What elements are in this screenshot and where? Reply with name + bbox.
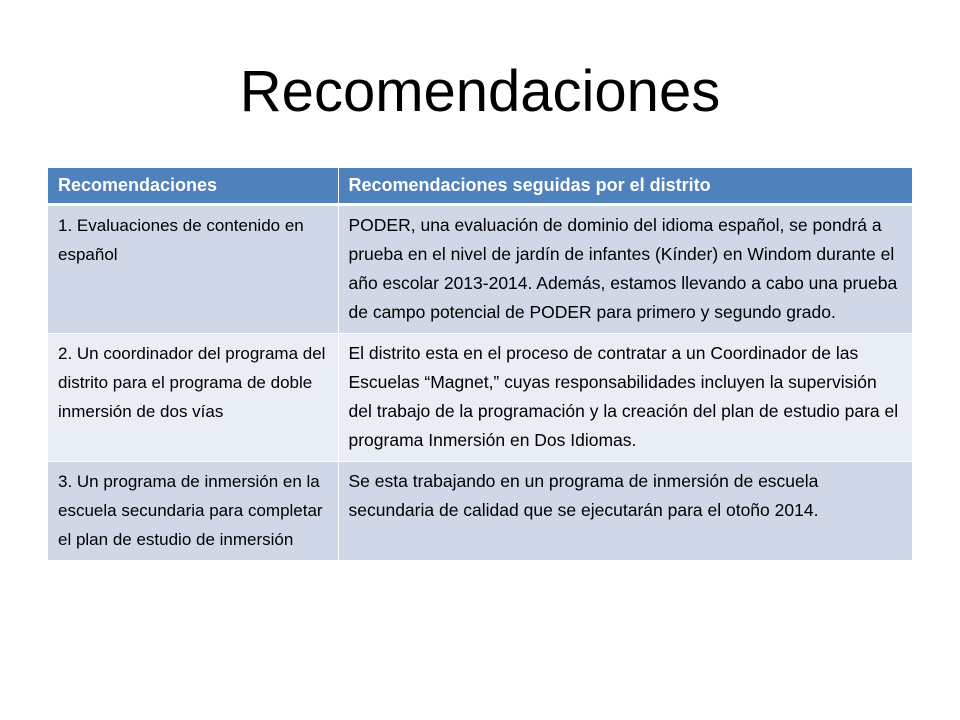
- header-followed-by-district: Recomendaciones seguidas por el distrito: [338, 168, 912, 204]
- table-row: [48, 333, 912, 461]
- recommendation-cell: 1. Evaluaciones de contenido en español: [48, 204, 338, 333]
- followed-cell: El distrito esta en el proceso de contratar a un Coordinador de las Escuelas “Magnet,” cuyas responsabilidades incluyen la supervisión del trabajo de la programación y la creación del plan de estudio para el programa Inmersión en Dos Idiomas.: [338, 333, 912, 461]
- followed-cell: Se esta trabajando en un programa de inmersión de escuela secundaria de calidad que se ejecutarán para el otoño 2014.: [338, 461, 912, 560]
- recommendations-table: [48, 168, 913, 561]
- followed-cell: PODER, una evaluación de dominio del idioma español, se pondrá a prueba en el nivel de jardín de infantes (Kínder) en Windom durante el año escolar 2013-2014. Además, estamos llevando a cabo una prueba de campo potencial de PODER para primero y segundo grado.: [338, 204, 912, 333]
- slide-title: Recomendaciones: [239, 59, 721, 124]
- table-header-row: [48, 168, 912, 204]
- table-row: [48, 461, 912, 560]
- table-row: [48, 204, 912, 333]
- header-recommendations: Recomendaciones: [48, 168, 338, 204]
- recommendation-cell: 2. Un coordinador del programa del distrito para el programa de doble inmersión de dos vías: [48, 333, 338, 461]
- recommendation-cell: 3. Un programa de inmersión en la escuela secundaria para completar el plan de estudio de inmersión: [48, 461, 338, 560]
